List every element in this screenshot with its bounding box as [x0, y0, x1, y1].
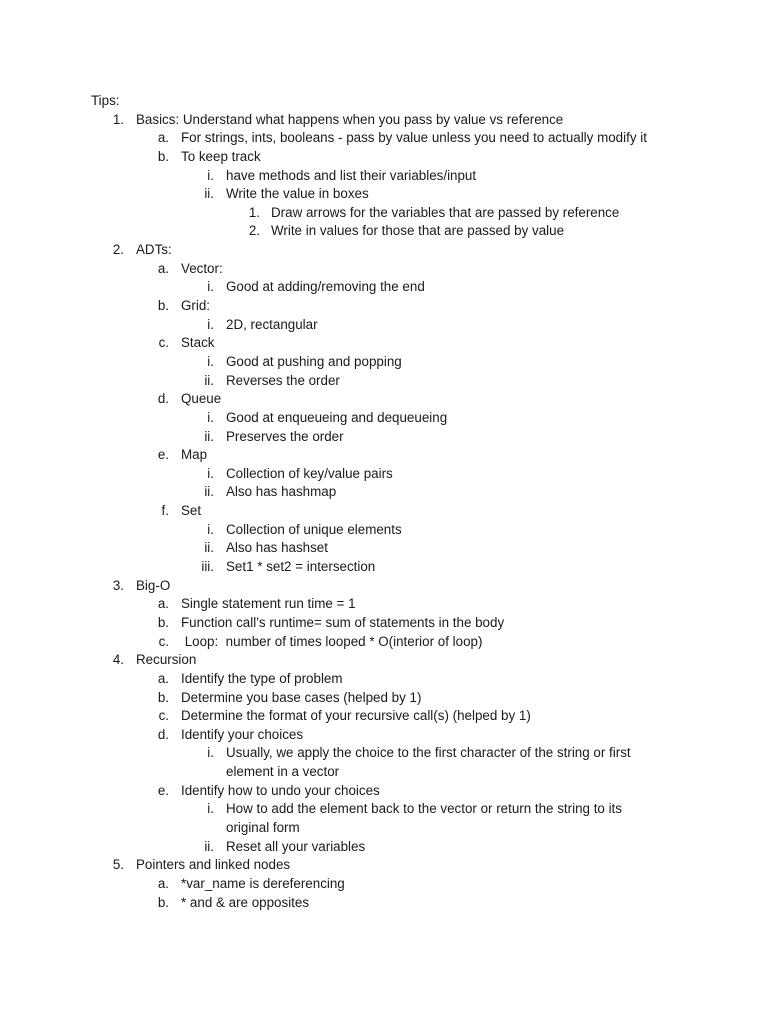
- list-item-text: Good at adding/removing the end: [226, 279, 425, 295]
- outline-line: [0, 726, 768, 745]
- outline-line: [0, 763, 768, 782]
- list-item-text: Identify the type of problem: [181, 670, 343, 686]
- list-item-text: Identify your choices: [181, 726, 304, 742]
- list-marker: 2.: [112, 242, 124, 258]
- outline-line: [0, 241, 768, 260]
- list-item-text: Reset all your variables: [226, 838, 366, 854]
- list-marker: 1.: [112, 111, 124, 127]
- outline-line: [0, 595, 768, 614]
- list-item-text: Basics: Understand what happens when you pass by value vs reference: [136, 111, 564, 127]
- outline-line: [0, 558, 768, 577]
- outline-line: [0, 689, 768, 708]
- outline-line: [0, 278, 768, 297]
- outline-line: [0, 521, 768, 540]
- list-item-text: Set: [181, 503, 202, 519]
- list-marker: 1.: [248, 204, 260, 220]
- outline-line: [0, 633, 768, 652]
- list-marker: ii.: [204, 838, 214, 854]
- list-marker: d.: [157, 726, 169, 742]
- list-marker: i.: [207, 409, 214, 425]
- list-marker: 2.: [248, 223, 260, 239]
- outline-line: [0, 819, 768, 838]
- list-item-text: Map: [181, 447, 208, 463]
- outline-line: [0, 372, 768, 391]
- outline-line: [0, 409, 768, 428]
- list-marker: b.: [157, 689, 169, 705]
- list-marker: i.: [207, 465, 214, 481]
- outline-line: [0, 744, 768, 763]
- list-marker: ii.: [204, 372, 214, 388]
- list-marker: e.: [157, 447, 169, 463]
- list-item-text: Write in values for those that are passed by value: [271, 223, 565, 239]
- outline-line: [0, 148, 768, 167]
- outline-line: [0, 428, 768, 447]
- list-marker: b.: [157, 894, 169, 910]
- list-marker: a.: [157, 260, 169, 276]
- outline-line: [0, 539, 768, 558]
- list-item-text: Recursion: [136, 652, 197, 668]
- outline-line: [0, 670, 768, 689]
- list-item-text: Identify how to undo your choices: [181, 782, 380, 798]
- list-item-text: Set1 * set2 = intersection: [226, 559, 376, 575]
- list-item-text: Pointers and linked nodes: [136, 857, 291, 873]
- outline-line: [0, 894, 768, 913]
- outline-line: [0, 465, 768, 484]
- list-marker: iii.: [201, 559, 214, 575]
- list-marker: 5.: [112, 857, 124, 873]
- list-item-text: How to add the element back to the vector or return the string to its: [226, 801, 622, 817]
- list-item-text: Preserves the order: [226, 428, 344, 444]
- list-item-text: Function call’s runtime= sum of statements in the body: [181, 614, 505, 630]
- list-item-text: Also has hashset: [226, 540, 328, 556]
- list-marker: a.: [157, 596, 169, 612]
- list-marker: ii.: [204, 186, 214, 202]
- list-item-text: *var_name is dereferencing: [181, 875, 345, 891]
- list-marker: a.: [157, 875, 169, 891]
- list-marker: c.: [158, 633, 169, 649]
- list-marker: i.: [207, 167, 214, 183]
- outline-line: [0, 204, 768, 223]
- list-marker: i.: [207, 801, 214, 817]
- list-item-text: Usually, we apply the choice to the first character of the string or first: [226, 745, 631, 761]
- outline-line: [0, 502, 768, 521]
- list-item-text: Stack: [181, 335, 215, 351]
- list-marker: i.: [207, 745, 214, 761]
- list-marker: i.: [207, 316, 214, 332]
- outline-line: [0, 353, 768, 372]
- outline-line: [0, 390, 768, 409]
- document-heading: Tips:: [91, 93, 120, 108]
- list-item-text: Single statement run time = 1: [181, 596, 356, 612]
- list-marker: f.: [161, 503, 169, 519]
- outline-line: [0, 483, 768, 502]
- list-marker: i.: [207, 353, 214, 369]
- outline-line: [0, 316, 768, 335]
- list-item-text: Determine you base cases (helped by 1): [181, 689, 422, 705]
- outline-line: [0, 856, 768, 875]
- list-marker: d.: [157, 391, 169, 407]
- list-marker: ii.: [204, 428, 214, 444]
- list-item-text: Collection of key/value pairs: [226, 465, 393, 481]
- list-item-text: Big-O: [136, 577, 171, 593]
- list-marker: ii.: [204, 540, 214, 556]
- list-marker: c.: [158, 708, 169, 724]
- list-item-text: 2D, rectangular: [226, 316, 318, 332]
- outline-line: [0, 167, 768, 186]
- outline-line: [0, 334, 768, 353]
- document-body: [0, 92, 768, 912]
- list-marker: 4.: [112, 652, 124, 668]
- list-item-text: ADTs:: [136, 242, 172, 258]
- list-item-text: Good at pushing and popping: [226, 353, 402, 369]
- list-marker: b.: [157, 148, 169, 164]
- list-item-text: For strings, ints, booleans - pass by value unless you need to actually modify it: [181, 130, 647, 146]
- outline-line: [0, 800, 768, 819]
- list-item-text: * and & are opposites: [181, 894, 310, 910]
- list-item-text: Determine the format of your recursive call(s) (helped by 1): [181, 708, 531, 724]
- list-item-text: Queue: [181, 391, 222, 407]
- outline-line: [0, 707, 768, 726]
- list-item-text: element in a vector: [226, 764, 340, 780]
- list-item-text: Loop: number of times looped * O(interior of loop): [181, 633, 483, 649]
- list-marker: b.: [157, 614, 169, 630]
- list-item-text: original form: [226, 819, 300, 835]
- list-item-text: Good at enqueueing and dequeueing: [226, 409, 448, 425]
- list-marker: ii.: [204, 484, 214, 500]
- list-marker: b.: [157, 298, 169, 314]
- outline-line: [0, 129, 768, 148]
- list-item-text: Collection of unique elements: [226, 521, 402, 537]
- list-marker: e.: [157, 782, 169, 798]
- list-item-text: Reverses the order: [226, 372, 340, 388]
- list-marker: c.: [158, 335, 169, 351]
- outline-line: [0, 185, 768, 204]
- outline-line: [0, 875, 768, 894]
- outline-line: [0, 614, 768, 633]
- outline-line: [0, 222, 768, 241]
- outline-line: [0, 111, 768, 130]
- list-marker: a.: [157, 670, 169, 686]
- list-marker: i.: [207, 521, 214, 537]
- list-marker: i.: [207, 279, 214, 295]
- list-item-text: To keep track: [181, 148, 261, 164]
- list-item-text: Also has hashmap: [226, 484, 337, 500]
- list-item-text: Vector:: [181, 260, 223, 276]
- outline-line: [0, 297, 768, 316]
- outline-line: [0, 782, 768, 801]
- list-marker: 3.: [112, 577, 124, 593]
- outline-line: [0, 260, 768, 279]
- outline-line: [0, 838, 768, 857]
- outline-line: [0, 446, 768, 465]
- list-item-text: have methods and list their variables/input: [226, 167, 477, 183]
- list-item-text: Write the value in boxes: [226, 186, 369, 202]
- outline-line: [0, 577, 768, 596]
- list-item-text: Grid:: [181, 298, 211, 314]
- outline-line: [0, 92, 768, 111]
- list-item-text: Draw arrows for the variables that are passed by reference: [271, 204, 620, 220]
- list-marker: a.: [157, 130, 169, 146]
- outline-line: [0, 651, 768, 670]
